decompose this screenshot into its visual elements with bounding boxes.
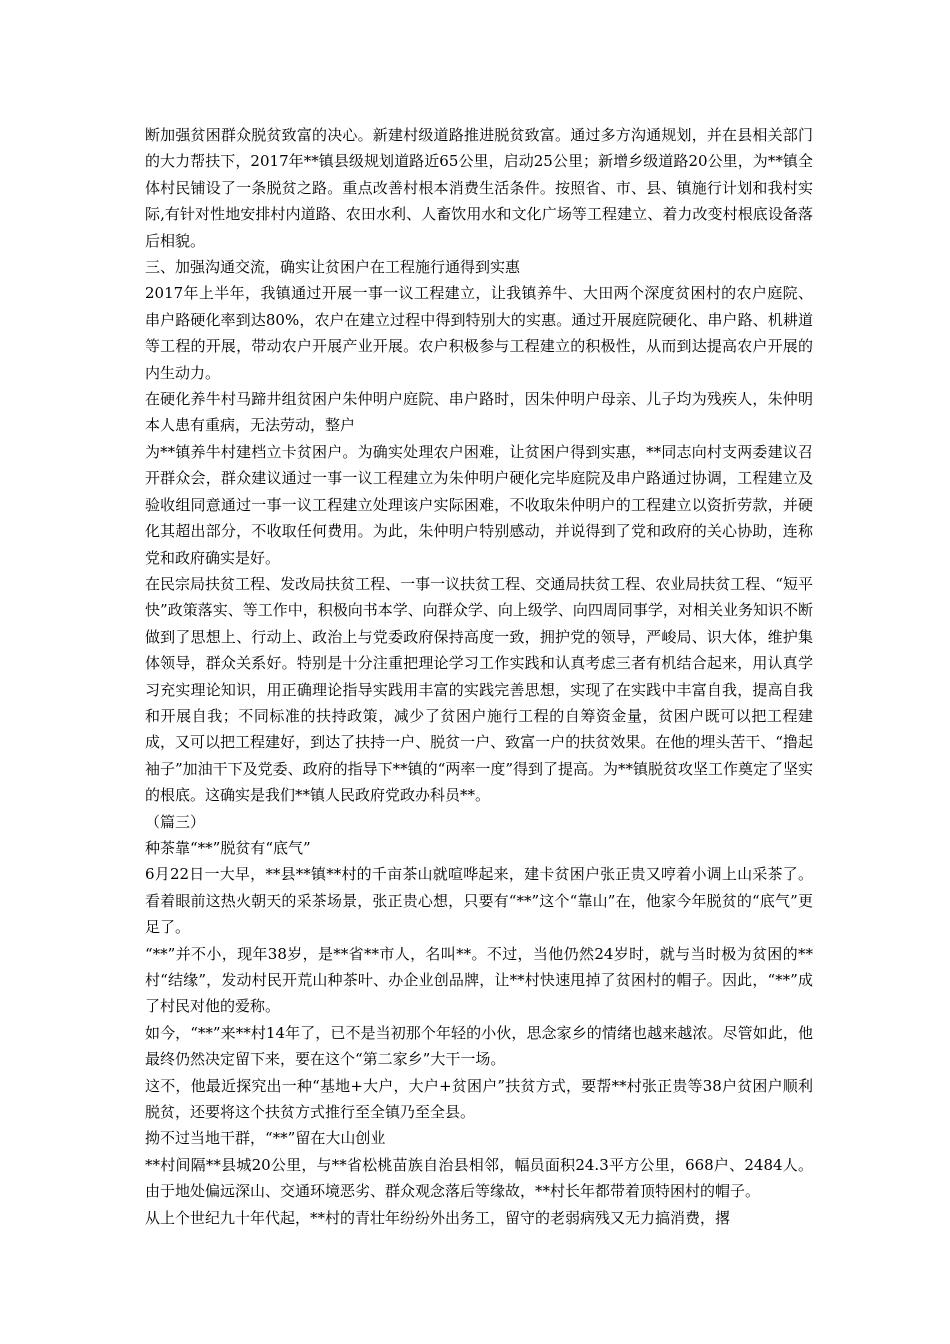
article-title-tea: 种茶靠“**”脱贫有“底气” bbox=[145, 838, 311, 857]
paragraph-1990s: 从上个世纪九十年代起，**村的青壮年纷纷外出务工，留守的老弱病残又无力搞消费，撂 bbox=[145, 1208, 731, 1227]
subheading-stay-in-mountains: 拗不过当地干群，“**”留在大山创业 bbox=[145, 1129, 386, 1148]
section-heading-communication: 三、加强沟通交流，确实让贫困户在工程施行通得到实惠 bbox=[145, 258, 521, 277]
paragraph-zhu-zhongming-help: 为**镇养牛村建档立卡贫困户。为确实处理农户困难，让贫困户得到实惠，**同志向村支两委建议召开群众会，群众建议通过一事一议工程建立为朱仲明户硬化完毕庭院及串户路通过协调，工程建立及验收组同意通过一事一议工程建立处理该户实际困难，不收取朱仲明户的工程建立以资折劳款，并硬化其超出部分，不收取任何费用。为此，朱仲明户特别感动，并说得到了党和政府的关心协助，连称党和政府确实是好。 bbox=[145, 442, 813, 567]
paragraph-road-building: 断加强贫困群众脱贫致富的决心。新建村级道路推进脱贫致富。通过多方沟通规划，并在县相关部门的大力帮扶下，2017年**镇县级规划道路近65公里，启动25公里；新增乡级道路20公里，为**镇全体村民铺设了一条脱贫之路。重点改善村根本消费生活条件。按照省、市、县、镇施行计划和我村实际,有针对性地安排村内道路、农田水利、人畜饮用水和文化广场等工程建立、着力改变村根底设备落后相貌。 bbox=[145, 126, 813, 250]
paragraph-decision-to-stay: 如今，“**”来**村14年了，已不是当初那个年轻的小伙，思念家乡的情绪也越来越浓。尽管如此，他最终仍然决定留下来，要在这个“第二家乡”大干一场。 bbox=[145, 1023, 813, 1069]
paragraph-new-model: 这不，他最近探究出一种“基地+大户，大户+贫困户”扶贫方式，要帮**村张正贵等38户贫困户顺利脱贫，还要将这个扶贫方式推行至全镇乃至全县。 bbox=[145, 1076, 813, 1122]
paragraph-zhu-zhongming-intro: 在硬化养牛村马蹄井组贫困户朱仲明户庭院、串户路时，因朱仲明户母亲、儿子均为残疾人，朱仲明本人患有重病，无法劳动，整户 bbox=[145, 390, 813, 435]
paragraph-village-profile: **村间隔**县城20公里，与**省松桃苗族自治县相邻，幅员面积24.3平方公里，668户、2484人。由于地处偏远深山、交通环境恶劣、群众观念落后等缘故，**村长年都带着顶特困村的帽子。 bbox=[145, 1155, 813, 1201]
paragraph-nickname-origin: “**”并不小，现年38岁，是**省**市人，名叫**。不过，当他仍然24岁时，就与当时极为贫困的**村“结缘”，发动村民开荒山种茶叶、办企业创品牌，让**村快速甩掉了贫困村的帽子。因此，“**”成了村民对他的爱称。 bbox=[145, 944, 813, 1016]
document-body bbox=[145, 122, 813, 1231]
paragraph-courtyard-hardening: 2017年上半年，我镇通过开展一事一议工程建立，让我镇养牛、大田两个深度贫困村的农户庭院、串户路硬化率到达80%，农户在建立过程中得到特别大的实惠。通过开展庭院硬化、串户路、机耕道等工程的开展，带动农户开展产业开展。农户积极参与工程建立的积极性，从而到达提高农户开展的内生动力。 bbox=[145, 284, 813, 382]
paragraph-poverty-projects: 在民宗局扶贫工程、发改局扶贫工程、一事一议扶贫工程、交通局扶贫工程、农业局扶贫工程、“短平快”政策落实、等工作中，积极向书本学、向群众学、向上级学、向四周同事学，对相关业务知识不断做到了思想上、行动上、政治上与党委政府保持高度一致，拥护党的领导，严峻局、识大体，维护集体领导，群众关系好。特别是十分注重把理论学习工作实践和认真考虑三者有机结合起来，用认真学习充实理论知识，用正确理论指导实践用丰富的实践完善思想，实现了在实践中丰富自我，提高自我和开展自我；不同标准的扶持政策，减少了贫困户施行工程的自筹资金量，贫困户既可以把工程建成，又可以把工程建好，到达了扶持一户、脱贫一户、致富一户的扶贫效果。在他的埋头苦干、“撸起袖子”加油干下及党委、政府的指导下**镇的“两率一度”得到了提高。为**镇脱贫攻坚工作奠定了坚实的根底。这确实是我们**镇人民政府党政办科员**。 bbox=[145, 574, 814, 805]
paragraph-tea-mountain: 6月22日一大早，**县**镇**村的千亩茶山就喧哗起来，建卡贫困户张正贵又哼着小调上山采茶了。看着眼前这热火朝天的采茶场景，张正贵心想，只要有“**”这个“靠山”在，他家今年脱贫的“底气”更足了。 bbox=[145, 865, 813, 937]
chapter-label-part-three: （篇三） bbox=[145, 812, 206, 831]
